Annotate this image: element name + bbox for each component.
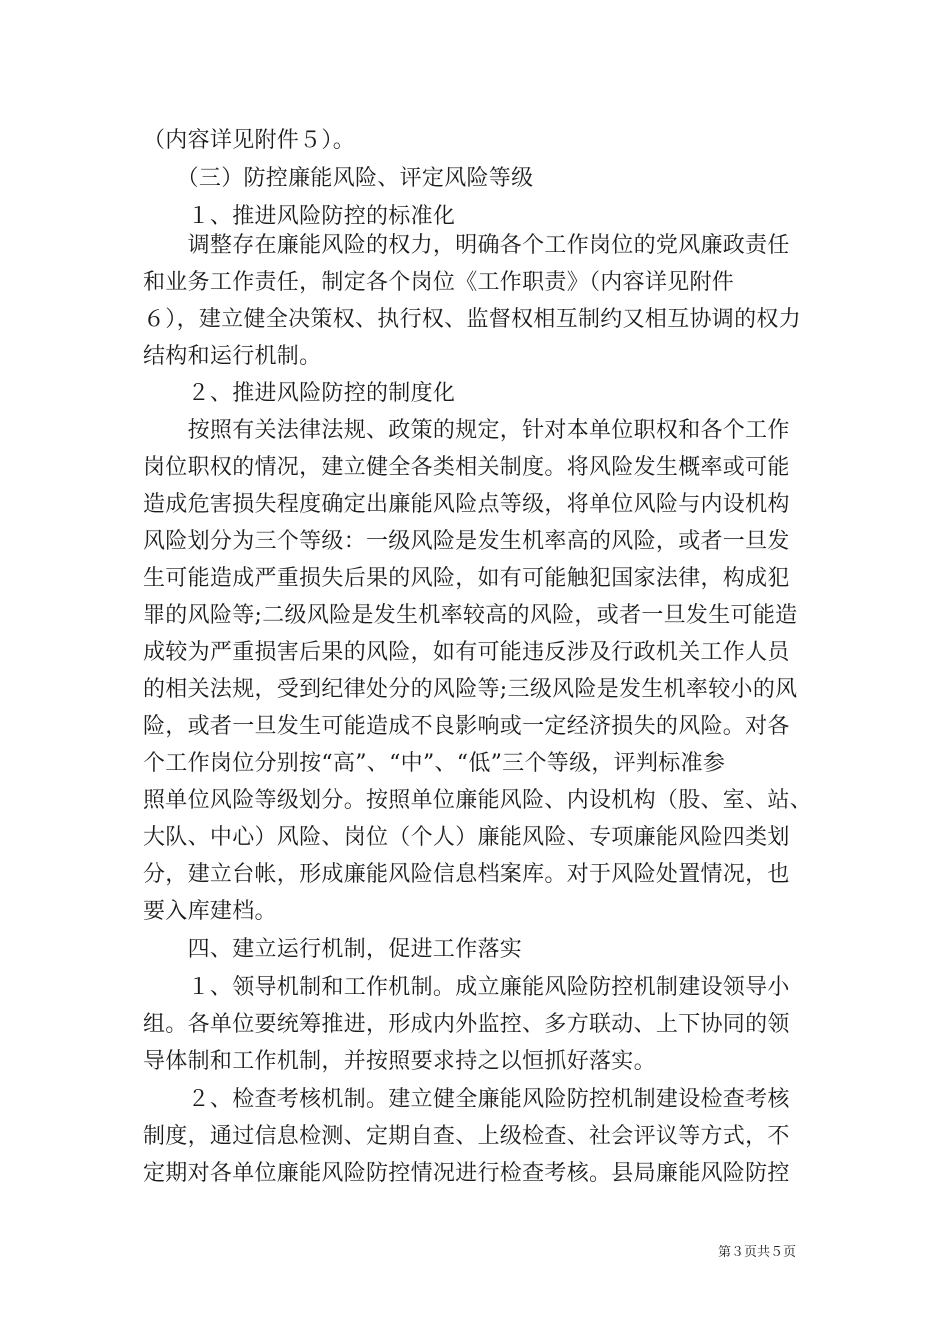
subsection-heading: １、推进风险防控的标准化 [143,204,456,229]
body-line: 按照有关法律法规、政策的规定，针对本单位职权和各个工作 [143,418,790,443]
body-line: ６），建立健全决策权、执行权、监督权相互制约又相互协调的权力 [143,307,802,332]
body-line: 岗位职权的情况，建立健全各类相关制度。将风险发生概率或可能 [143,455,790,480]
body-line: 要入库建档。 [143,899,277,924]
section-heading: 四、建立运行机制，促进工作落实 [143,937,523,962]
body-line: 大队、中心）风险、岗位（个人）廉能风险、专项廉能风险四类划 [143,825,790,850]
body-line: 和业务工作责任，制定各个岗位《工作职责》（内容详见附件 [143,270,735,295]
body-line: １、领导机制和工作机制。成立廉能风险防控机制建设领导小 [143,975,790,1000]
body-line: 的相关法规，受到纪律处分的风险等;三级风险是发生机率较小的风 [143,677,798,702]
body-line: 导体制和工作机制，并按照要求持之以恒抓好落实。 [143,1049,656,1074]
body-line: 调整存在廉能风险的权力，明确各个工作岗位的党风廉政责任 [143,233,790,258]
body-line: 照单位风险等级划分。按照单位廉能风险、内设机构（股、室、站、 [143,788,813,813]
body-line: 分，建立台帐，形成廉能风险信息档案库。对于风险处置情况，也 [143,862,790,887]
body-line: 成较为严重损害后果的风险，如有可能违反涉及行政机关工作人员 [143,640,790,665]
section-heading: （三）防控廉能风险、评定风险等级 [143,166,534,191]
body-line: 组。各单位要统筹推进，形成内外监控、多方联动、上下协同的领 [143,1012,790,1037]
body-line: 风险划分为三个等级：一级风险是发生机率高的风险，或者一旦发 [143,529,790,554]
body-line: 结构和运行机制。 [143,344,322,369]
body-line: 生可能造成严重损失后果的风险，如有可能触犯国家法律，构成犯 [143,566,790,591]
body-line: 险，或者一旦发生可能造成不良影响或一定经济损失的风险。对各 [143,714,790,739]
body-line: 罪的风险等;二级风险是发生机率较高的风险，或者一旦发生可能造 [143,603,798,628]
body-line: 制度，通过信息检测、定期自查、上级检查、社会评议等方式，不 [143,1124,790,1149]
subsection-heading: ２、推进风险防控的制度化 [143,381,456,406]
body-line: 造成危害损失程度确定出廉能风险点等级，将单位风险与内设机构 [143,492,790,517]
body-line: 个工作岗位分别按“高”、“中”、“低”三个等级，评判标准参 [143,751,726,776]
body-line: ２、检查考核机制。建立健全廉能风险防控机制建设检查考核 [143,1087,790,1112]
body-line: 定期对各单位廉能风险防控情况进行检查考核。县局廉能风险防控 [143,1161,790,1186]
body-line: （内容详见附件５）。 [143,128,356,153]
page-number: 第３页共５页 [718,1245,797,1260]
